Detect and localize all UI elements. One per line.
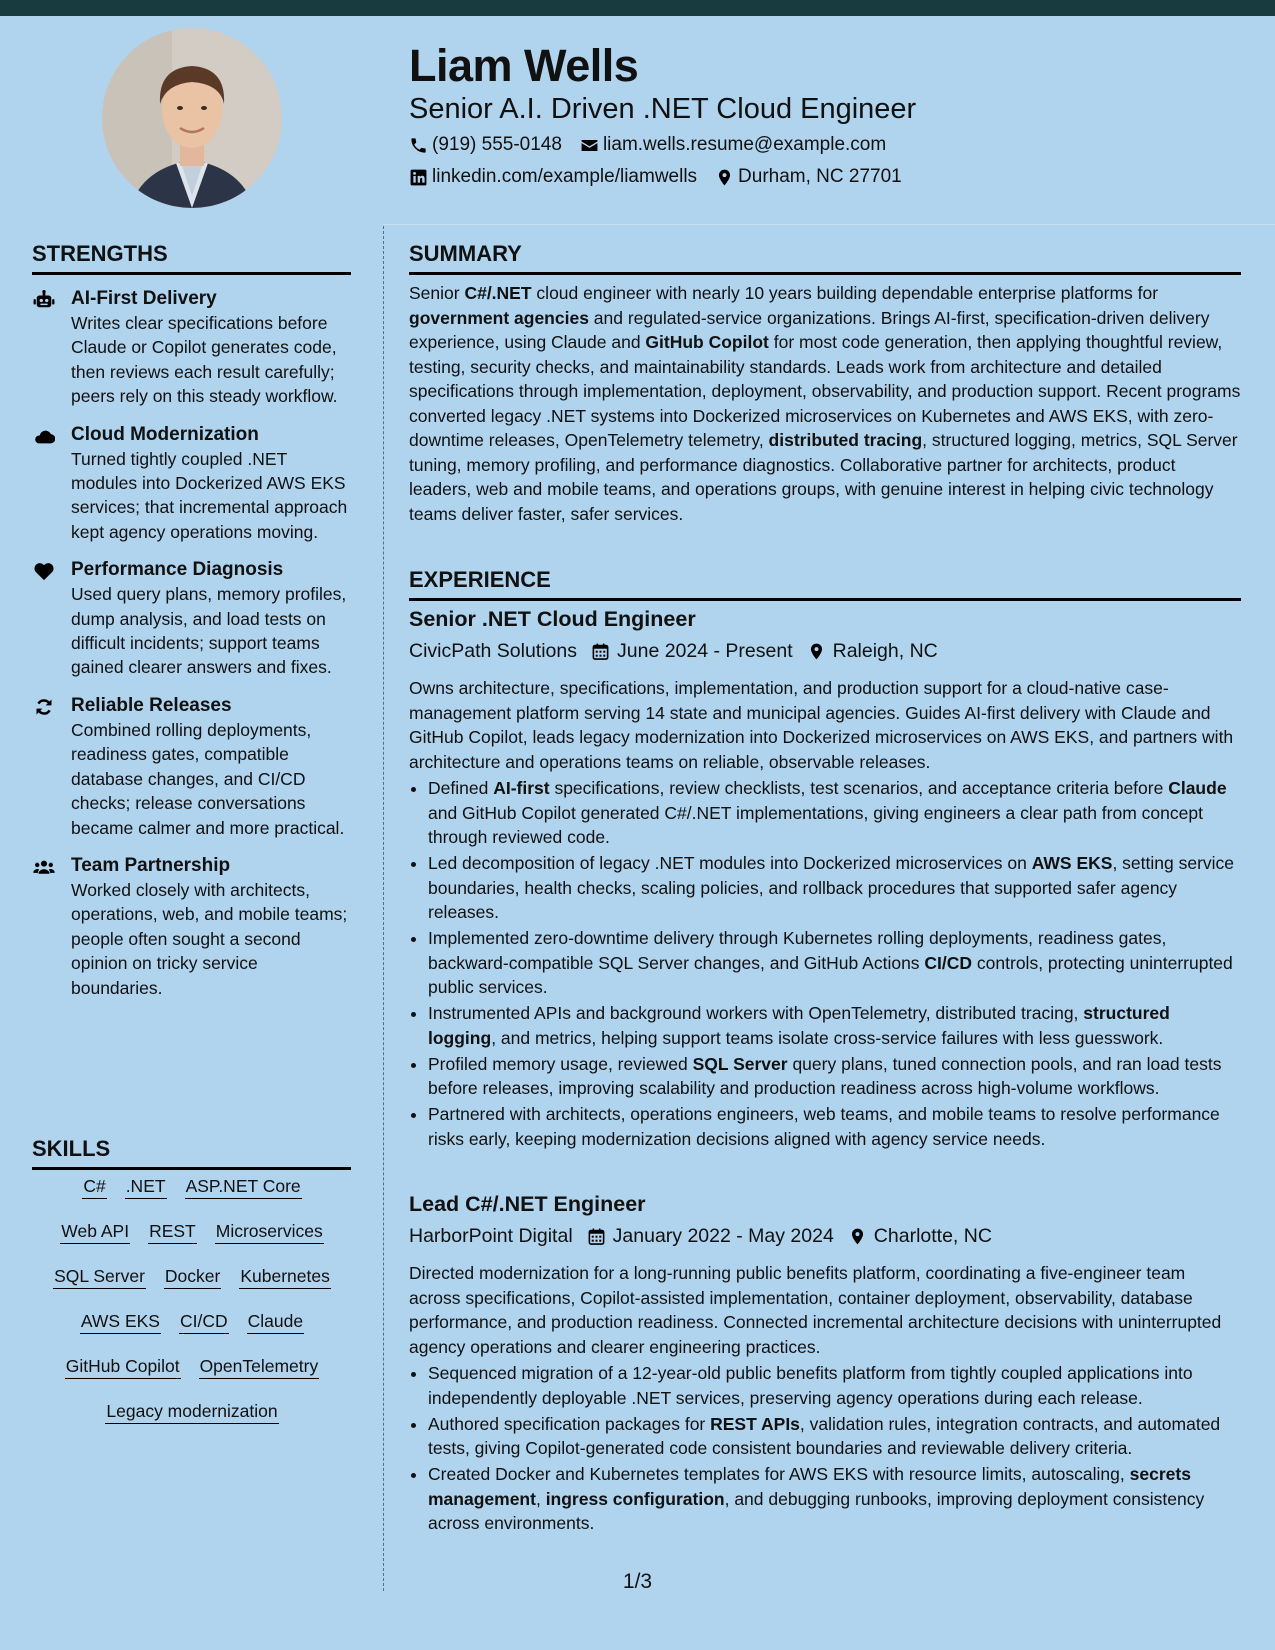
users-icon xyxy=(32,857,56,877)
job-meta xyxy=(409,640,952,663)
job-location-text: Charlotte, NC xyxy=(873,1225,992,1247)
job-bullet: • Partnered with architects, operations engineers, web teams, and mobile teams to resolve performance risks early, keeping modernization decisions aligned with agency service needs. xyxy=(428,1102,1241,1151)
profile-photo xyxy=(102,28,282,208)
strength-item xyxy=(32,423,354,545)
column-divider xyxy=(383,226,384,1591)
bold-keyword: distributed tracing xyxy=(768,430,923,450)
cloud-icon xyxy=(32,426,56,446)
strengths-list xyxy=(32,287,354,1014)
bold-keyword: ingress configuration xyxy=(545,1488,725,1509)
bold-keyword: SQL Server xyxy=(692,1053,788,1074)
job-body xyxy=(409,1261,1241,1537)
bold-keyword: secrets management xyxy=(428,1464,1191,1509)
job-location xyxy=(807,640,938,663)
strength-title: Reliable Releases xyxy=(71,694,232,716)
contact-row-primary xyxy=(409,134,904,156)
linkedin-item[interactable] xyxy=(409,166,697,188)
company-name: HarborPoint Digital xyxy=(409,1225,573,1247)
page-number: 1/3 xyxy=(622,1570,653,1593)
skill-tag: GitHub Copilot xyxy=(65,1355,181,1379)
job-meta xyxy=(409,1225,1006,1248)
bold-keyword: AI-first xyxy=(493,778,550,798)
skill-tag: REST xyxy=(148,1220,197,1244)
job-dates xyxy=(591,640,793,663)
job-bullet: • Implemented zero-downtime delivery through Kubernetes rolling deployments, readiness gates, backward-compatible SQL Server changes, and GitHub Actions CI/CD controls, protecting uninterrupted public services. xyxy=(428,926,1241,1000)
envelope-icon xyxy=(580,136,599,155)
skill-tag: CI/CD xyxy=(179,1310,229,1334)
job-bullet: • Defined AI-first specifications, review checklists, test scenarios, and acceptance criteria before Claude and GitHub Copilot generated C#/.NET implementations, giving engineers a clear path from concept through reviewed code. xyxy=(428,776,1241,850)
phone-item[interactable] xyxy=(409,134,562,156)
skill-tag: SQL Server xyxy=(53,1265,146,1289)
bold-keyword: Claude xyxy=(1168,778,1227,798)
job-bullet: • Instrumented APIs and background workers with OpenTelemetry, distributed tracing, structured logging, and metrics, helping support teams isolate cross-service failures with less guesswork. xyxy=(428,1001,1241,1050)
job-bullet: • Profiled memory usage, reviewed SQL Server query plans, tuned connection pools, and ran load tests before releases, improving scalability and production readiness across high-volume workflows. xyxy=(428,1052,1241,1101)
summary-text: Senior C#/.NET cloud engineer with nearly 10 years building dependable enterprise platforms for government agencies and regulated-service organizations. Brings AI-first, specification-driven delivery experience, using Claude and GitHub Copilot for most code generation, then applying thoughtful review, testing, security checks, and maintainability standards. Leads work from architecture and detailed specifications through implementation, deployment, observability, and production support. Recent programs converted legacy .NET systems into Dockerized microservices on Kubernetes and AWS EKS, with zero-downtime releases, OpenTelemetry telemetry, distributed tracing, structured logging, metrics, SQL Server tuning, memory profiling, and performance diagnostics. Collaborative partner for architects, product leaders, web and mobile teams, and operations groups, with genuine interest in helping civic technology teams deliver faster, safer services. xyxy=(409,283,1241,524)
strength-description: Worked closely with architects, operations, web, and mobile teams; people often sought a second opinion on tricky service boundaries. xyxy=(71,879,348,998)
job-location xyxy=(848,1225,992,1248)
email-address: liam.wells.resume@example.com xyxy=(602,134,887,155)
skill-tag: Web API xyxy=(60,1220,130,1244)
strength-item xyxy=(32,854,354,1000)
robot-icon xyxy=(32,290,56,310)
job-title: Senior .NET Cloud Engineer xyxy=(409,607,696,631)
experience-heading: EXPERIENCE xyxy=(409,567,1241,601)
map-pin-icon xyxy=(715,168,734,187)
sync-icon xyxy=(32,697,56,717)
skill-tag: AWS EKS xyxy=(80,1310,161,1334)
skills-list xyxy=(32,1175,352,1445)
location-item xyxy=(715,166,902,188)
strength-description: Turned tightly coupled .NET modules into Dockerized AWS EKS services; that incremental approach kept agency operations moving. xyxy=(71,448,348,542)
strength-title: AI-First Delivery xyxy=(71,288,217,309)
map-pin-icon xyxy=(807,642,826,661)
job-title: Lead C#/.NET Engineer xyxy=(409,1192,646,1216)
job-bullet: • Sequenced migration of a 12-year-old public benefits platform from tightly coupled applications into independently deployable .NET services, preserving agency operations during each release. xyxy=(428,1361,1241,1410)
skill-tag: Legacy modernization xyxy=(105,1400,278,1424)
skill-tag: Kubernetes xyxy=(239,1265,331,1289)
job-bullet: • Created Docker and Kubernetes templates for AWS EKS with resource limits, autoscaling, secrets management, ingress configuration, and debugging runbooks, improving deployment consistency across environments. xyxy=(428,1462,1241,1536)
candidate-name: Liam Wells xyxy=(409,40,639,91)
calendar-icon xyxy=(591,642,610,661)
map-pin-icon xyxy=(848,1227,867,1246)
job-dates xyxy=(587,1225,834,1248)
job-body xyxy=(409,676,1241,1153)
strength-item xyxy=(32,694,354,840)
strength-item xyxy=(32,287,354,409)
job-dates-text: January 2022 - May 2024 xyxy=(612,1225,834,1247)
strength-description: Combined rolling deployments, readiness gates, compatible database changes, and CI/CD checks; release conversations became calmer and more practical. xyxy=(71,719,345,838)
heart-icon xyxy=(32,561,56,581)
bold-keyword: GitHub Copilot xyxy=(645,332,769,352)
strength-description: Used query plans, memory profiles, dump analysis, and load tests on difficult incidents; support teams gained clearer answers and fixes. xyxy=(71,584,347,678)
candidate-title: Senior A.I. Driven .NET Cloud Engineer xyxy=(409,93,917,125)
skill-tag: OpenTelemetry xyxy=(199,1355,320,1379)
contact-row-secondary xyxy=(409,166,920,188)
job-bullet: • Led decomposition of legacy .NET modules into Dockerized microservices on AWS EKS, setting service boundaries, health checks, scaling policies, and rollback procedures that supported safer agency releases. xyxy=(428,851,1241,925)
job-description: Owns architecture, specifications, implementation, and production support for a cloud-native case-management platform serving 14 state and municipal agencies. Guides AI-first delivery with Claude and GitHub Copilot, leads legacy modernization into Dockerized microservices on AWS EKS, and partners with architecture and operations teams on reliable, observable releases. xyxy=(409,678,1234,772)
strength-title: Team Partnership xyxy=(71,854,231,876)
top-accent-bar xyxy=(0,0,1275,16)
skill-tag: C# xyxy=(82,1175,106,1199)
bold-keyword: AWS EKS xyxy=(1031,853,1113,873)
strength-title: Performance Diagnosis xyxy=(71,559,284,581)
calendar-icon xyxy=(587,1227,606,1246)
bold-keyword: C#/.NET xyxy=(464,283,532,303)
job-bullets xyxy=(409,1361,1241,1536)
skill-tag: Docker xyxy=(164,1265,221,1289)
strengths-heading: STRENGTHS xyxy=(32,241,351,275)
job-location-text: Raleigh, NC xyxy=(832,640,938,662)
bold-keyword: structured logging xyxy=(428,1003,1170,1048)
phone-icon xyxy=(409,136,428,155)
company-name: CivicPath Solutions xyxy=(409,640,577,662)
job-bullets xyxy=(409,776,1241,1151)
strength-item xyxy=(32,558,354,680)
bold-keyword: REST APIs xyxy=(710,1413,800,1434)
linkedin-icon xyxy=(409,168,428,187)
strength-title: Cloud Modernization xyxy=(71,423,259,445)
skill-tag: ASP.NET Core xyxy=(185,1175,302,1199)
header-divider xyxy=(383,224,1275,225)
skill-tag: Microservices xyxy=(215,1220,324,1244)
skill-tag: Claude xyxy=(247,1310,304,1334)
email-item[interactable] xyxy=(580,134,886,156)
bold-keyword: government agencies xyxy=(409,307,589,328)
phone-number: (919) 555-0148 xyxy=(432,134,562,155)
job-description: Directed modernization for a long-running public benefits platform, coordinating a five-engineer team across specifications, Copilot-assisted implementation, container deployment, observability, database performance, and production readiness. Connected incremental architecture decisions with uninterrupted agency operations and clearer engineering practices. xyxy=(409,1263,1222,1357)
location-text: Durham, NC 27701 xyxy=(738,166,902,187)
summary-heading: SUMMARY xyxy=(409,241,1241,275)
strength-description: Writes clear specifications before Claude or Copilot generates code, then reviews each result carefully; peers rely on this steady workflow. xyxy=(71,313,338,407)
job-bullet: • Authored specification packages for REST APIs, validation rules, integration contracts, and automated tests, giving Copilot-generated code consistent boundaries and reviewable delivery criteria. xyxy=(428,1412,1241,1461)
bold-keyword: CI/CD xyxy=(924,952,973,973)
linkedin-url: linkedin.com/example/liamwells xyxy=(432,166,698,187)
skill-tag: .NET xyxy=(125,1175,167,1199)
skills-heading: SKILLS xyxy=(32,1136,351,1170)
job-dates-text: June 2024 - Present xyxy=(617,640,793,662)
